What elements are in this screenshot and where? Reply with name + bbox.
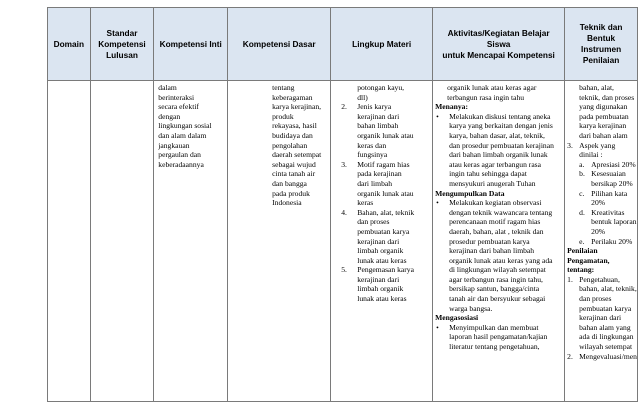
kd-line: keberagaman [272, 92, 313, 102]
materi-intro-line: dll) [357, 92, 368, 102]
list-item: b. Kesesuaian bersikap 20% [579, 169, 633, 188]
cell-teknik-penilaian [565, 81, 638, 402]
section-heading-mengumpulkan-data: Mengumpulkan Data [435, 188, 505, 198]
list-item: 3. Motif ragam hias pada kerajinan dari limbah organik lunak atau keras [341, 159, 414, 208]
header-standar-kompetensi: Standar Kompetensi Lulusan [90, 8, 154, 81]
list-item: 2. Mengevaluasi/men [567, 351, 637, 361]
cell-aktivitas [433, 81, 565, 402]
list-item: 3. Aspek yang dinilai : a. Apresiasi 20% b. Kesesuaian bersikap 20% c. Pilihan kata 20% d. Kreativitas bentuk laporan 20% e. Perilaku 20% [567, 140, 637, 246]
list-item: e. Perilaku 20% [579, 236, 633, 246]
aktivitas-intro-line: terbangun rasa ingin tahu [447, 92, 525, 102]
kd-line: pengolahan [272, 140, 308, 150]
header-lingkup-materi: Lingkup Materi [331, 8, 433, 81]
cell-standar [90, 81, 154, 402]
list-item: 2. Jenis karya kerajinan dari bahan limbah organik lunak atau keras dan fungsinya [341, 102, 414, 160]
kd-line: karya kerajinan, [272, 102, 322, 112]
teknik-intro-line: teknik, dan proses [579, 92, 635, 102]
kd-line: rekayasa, hasil [272, 121, 317, 131]
penilaian-heading: Penilaian [567, 246, 598, 256]
header-aktivitas: Aktivitas/Kegiatan Belajar Siswa untuk Mencapai Kompetensi [433, 8, 565, 81]
kd-line: pada produk [272, 188, 310, 198]
list-item: 1. Pengetahuan, bahan, alat, teknik, dan proses pembuatan karya kerajinan dari bahan alam yang ada di lingkungan wilayah setempat [567, 274, 637, 352]
ki-line: dan alam dalam [158, 130, 207, 140]
list-item: • Menyimpulkan dan membuat laporan hasil pengamatan/kajian literatur tentang pengetahuan, [436, 322, 548, 352]
header-teknik-penilaian: Teknik dan Bentuk Instrumen Penilaian [565, 8, 638, 81]
kd-line: daerah setempat [272, 150, 322, 160]
bullet-icon: • [436, 198, 439, 208]
list-item: • Melakukan kegiatan observasi dengan teknik wawancara tentang perencanaan motif ragam hias daerah, bahan, alat , teknik dan prosedur pembuatan karya kerajinan dari bahan limbah organik lunak atau keras yang ada di lingkungan wilayah setempat agar terbangun rasa ingin tahu, bersikap santun, bangga/cinta tanah air dan bersyukur sebagai warga bangsa. [436, 198, 553, 313]
cell-lingkup-materi [331, 81, 433, 402]
kd-line: cinta tanah air [272, 169, 316, 179]
curriculum-table [47, 7, 638, 402]
teknik-intro-line: dari bahan alam [579, 130, 628, 140]
cell-kompetensi-dasar [228, 81, 331, 402]
list-item: • Melakukan diskusi tentang aneka karya yang berkaitan dengan jenis karya, bahan dasar, alat, teknik, dan prosedur pembuatan kerajinan dari bahan limbah organik lunak atau keras agar terbangun rasa ingin tahu sehingga dapat mensyukuri anugerah Tuhan [436, 111, 554, 188]
bullet-icon: • [436, 322, 439, 332]
ki-line: lingkungan sosial [158, 121, 212, 131]
kd-line: Indonesia [272, 198, 302, 208]
section-heading-menanya: Menanya: [435, 102, 468, 112]
materi-intro-line: potongan kayu, [357, 83, 405, 92]
ki-line: dalam [158, 83, 177, 92]
ki-line: secara efektif [158, 102, 199, 112]
ki-line: berinteraksi [158, 92, 195, 102]
aktivitas-intro-line: organik lunak atau keras agar [447, 83, 537, 92]
section-heading-mengasosiasi: Mengasosiasi [435, 313, 479, 323]
header-domain: Domain [48, 8, 91, 81]
teknik-intro-line: pada pembuatan [579, 111, 629, 121]
bullet-icon: • [436, 111, 439, 121]
list-item: a. Apresiasi 20% [579, 159, 636, 169]
list-item: c. Pilihan kata 20% [579, 188, 628, 208]
header-kompetensi-inti: Kompetensi Inti [154, 8, 228, 81]
ki-line: dengan [158, 111, 181, 121]
teknik-intro-line: bahan, alat, [579, 83, 614, 92]
header-row [48, 8, 638, 81]
ki-line: keberadaannya [158, 159, 204, 169]
ki-line: pergaulan dan [158, 150, 201, 160]
penilaian-heading: tentang: [567, 265, 595, 275]
list-item: d. Kreativitas bentuk laporan 20% [579, 207, 637, 236]
cell-domain [48, 81, 91, 402]
ki-line: jangkauan [158, 140, 190, 150]
teknik-intro-line: yang digunakan [579, 102, 628, 112]
kd-line: sebagai wujud [272, 159, 316, 169]
teknik-intro-line: karya kerajinan [579, 121, 627, 131]
kd-line: produk [272, 111, 294, 121]
kd-line: tentang [272, 83, 295, 92]
list-item: 4. Bahan, alat, teknik dan proses pembuatan karya kerajinan dari limbah organik lunak atau keras [341, 207, 415, 265]
header-kompetensi-dasar: Kompetensi Dasar [228, 8, 331, 81]
penilaian-heading: Pengamatan, [567, 255, 610, 265]
list-item: 5. Pengemasan karya kerajinan dari limbah organik lunak atau keras [341, 265, 414, 304]
cell-kompetensi-inti [154, 81, 228, 402]
table-row [48, 81, 638, 402]
kd-line: dan bangga [272, 178, 307, 188]
kd-line: budidaya dan [272, 130, 313, 140]
